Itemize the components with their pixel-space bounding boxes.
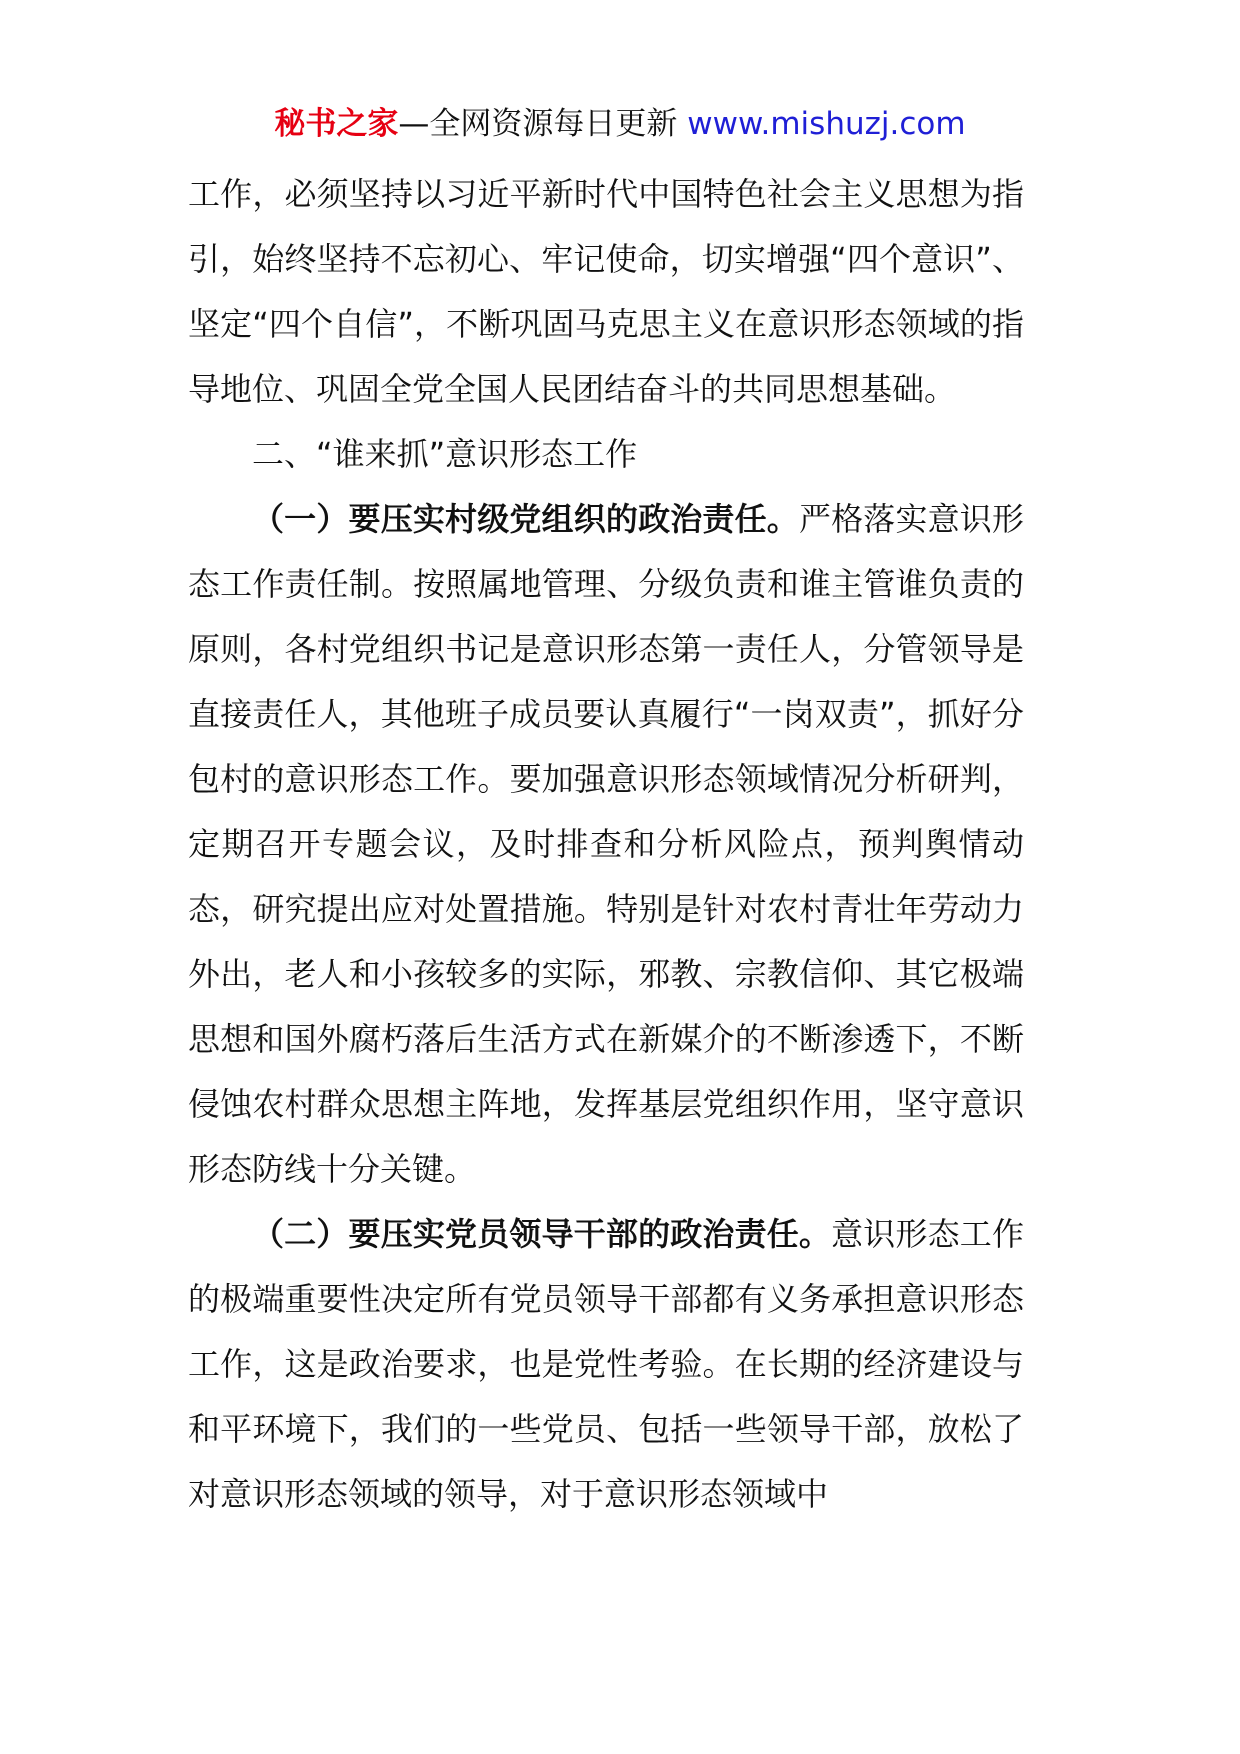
paragraph-subsection-1 bbox=[188, 487, 1024, 1202]
subsection-1-body: 严格落实意识形态工作责任制。按照属地管理、分级负责和谁主管谁负责的原则，各村党组织书记是意识形态第一责任人，分管领导是直接责任人，其他班子成员要认真履行“一岗双责”，抓好分包村的意识形态工作。要加强意识形态领域情况分析研判，定期召开专题会议，及时排查和分析风险点，预判舆情动态，研究提出应对处置措施。特别是针对农村青壮年劳动力外出，老人和小孩较多的实际，邪教、宗教信仰、其它极端思想和国外腐朽落后生活方式在新媒介的不断渗透下，不断侵蚀农村群众思想主阵地，发挥基层党组织作用，坚守意识形态防线十分关键。 bbox=[188, 500, 1024, 1188]
paragraph-intro-continuation: 工作，必须坚持以习近平新时代中国特色社会主义思想为指引，始终坚持不忘初心、牢记使命，切实增强“四个意识”、坚定“四个自信”，不断巩固马克思主义在意识形态领域的指导地位、巩固全党全国人民团结奋斗的共同思想基础。 bbox=[188, 175, 1024, 408]
paragraph-subsection-2 bbox=[188, 1202, 1024, 1527]
subsection-2-title: （二）要压实党员领导干部的政治责任。 bbox=[252, 1215, 832, 1253]
header-tagline: —全网资源每日更新 bbox=[398, 106, 688, 142]
header-url-link[interactable]: www.mishuzj.com bbox=[687, 106, 966, 142]
document-body bbox=[188, 162, 1024, 1527]
subsection-2-body: 意识形态工作的极端重要性决定所有党员领导干部都有义务承担意识形态工作，这是政治要求，也是党性考验。在长期的经济建设与和平环境下，我们的一些党员、包括一些领导干部，放松了对意识形态领域的领导，对于意识形态领域中 bbox=[188, 1215, 1024, 1513]
header-brand: 秘书之家 bbox=[274, 106, 399, 142]
section-heading-2: 二、“谁来抓”意识形态工作 bbox=[252, 435, 638, 473]
subsection-1-title: （一）要压实村级党组织的政治责任。 bbox=[252, 500, 799, 538]
page-header bbox=[0, 98, 1240, 150]
